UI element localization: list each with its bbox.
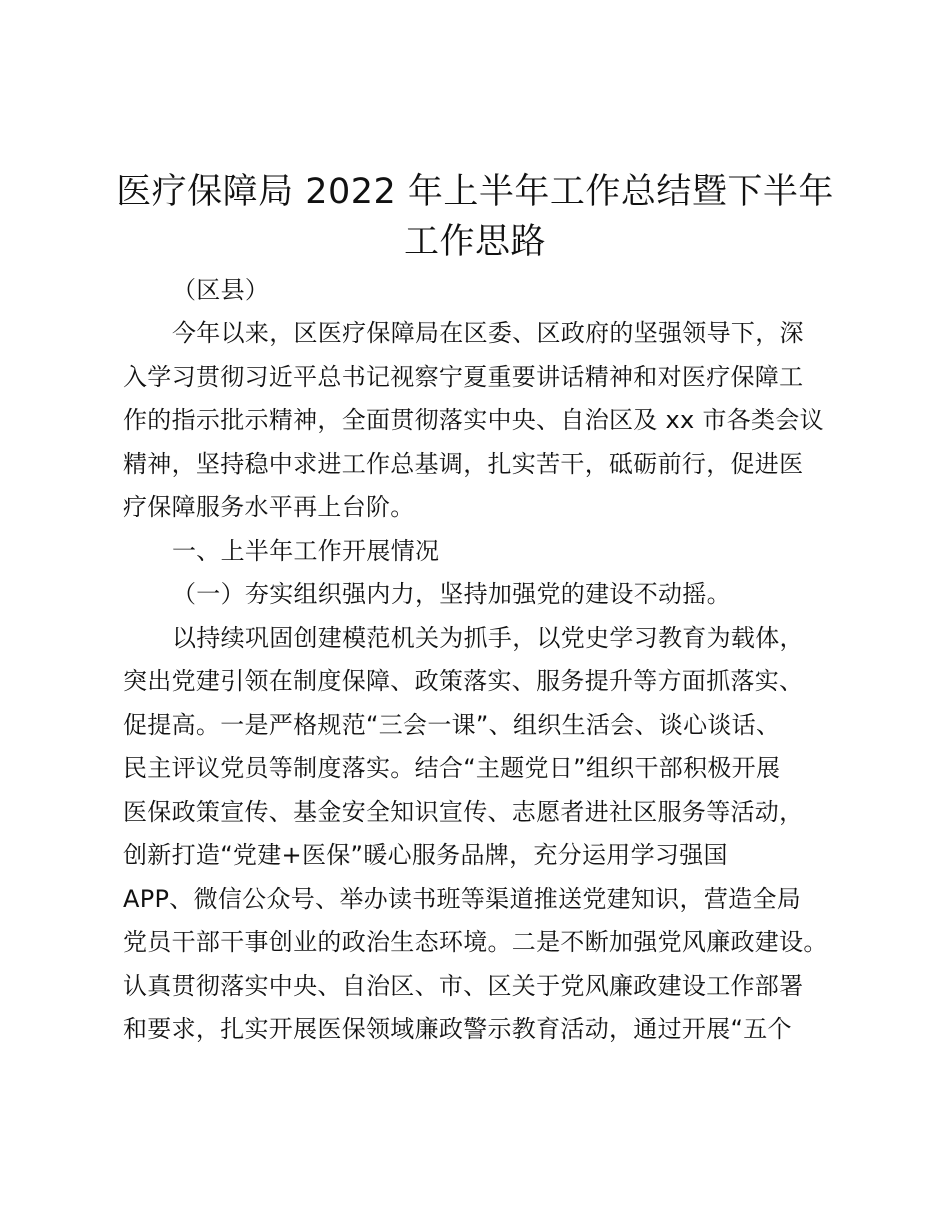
paragraph-line: 和要求，扎实开展医保领域廉政警示教育活动，通过开展“五个: [123, 1015, 792, 1043]
paragraph-line: 创新打造“党建+医保”暖心服务品牌，充分运用学习强国: [123, 841, 728, 869]
paragraph-line: 今年以来，区医疗保障局在区委、区政府的坚强领导下，深: [172, 319, 804, 347]
paragraph-line: APP、微信公众号、举办读书班等渠道推送党建知识，营造全局: [123, 885, 802, 913]
paragraph-line: 疗保障服务水平再上台阶。: [123, 493, 415, 521]
title-line-2: 工作思路: [403, 222, 546, 262]
paragraph-line: 作的指示批示精神，全面贯彻落实中央、自治区及 xx 市各类会议: [123, 406, 824, 434]
paragraph-line: 入学习贯彻习近平总书记视察宁夏重要讲话精神和对医疗保障工: [123, 363, 804, 391]
paragraph-line: 促提高。一是严格规范“三会一课”、组织生活会、谈心谈话、: [123, 711, 781, 739]
paragraph-line: 以持续巩固创建模范机关为抓手，以党史学习教育为载体，: [172, 624, 804, 652]
paragraph-line: 突出党建引领在制度保障、政策落实、服务提升等方面抓落实、: [123, 667, 804, 695]
region-note: （区县）: [172, 276, 270, 304]
paragraph-line: 认真贯彻落实中央、自治区、市、区关于党风廉政建设工作部署: [123, 972, 804, 1000]
section-heading: 一、上半年工作开展情况: [172, 537, 440, 565]
title-line-1: 医疗保障局 2022 年上半年工作总结暨下半年: [116, 172, 834, 212]
paragraph-line: 精神，坚持稳中求进工作总基调，扎实苦干，砥砺前行，促进医: [123, 450, 804, 478]
subsection-heading: （一）夯实组织强内力，坚持加强党的建设不动摇。: [172, 580, 731, 608]
paragraph-line: 民主评议党员等制度落实。结合“主题党日”组织干部积极开展: [123, 754, 781, 782]
document-title: [110, 167, 840, 267]
paragraph-line: 党员干部干事创业的政治生态环境。二是不断加强党风廉政建设。: [123, 928, 828, 956]
paragraph-line: 医保政策宣传、基金安全知识宣传、志愿者进社区服务等活动，: [123, 798, 804, 826]
